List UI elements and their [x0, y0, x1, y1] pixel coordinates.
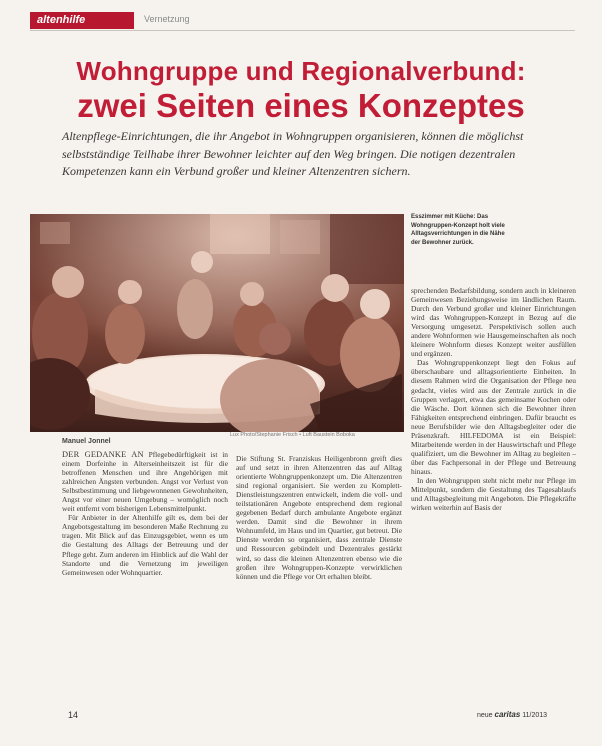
body-paragraph: Das Wohngruppenkonzept liegt den Fokus auf überschaubare und alltagsorientierte Einheiten. In diesem Rahmen wird die Organisation der Pflege neu gedacht, vieles wird aus der Zentrale zurück in die Gruppen verlagert, etwa das gemeinsame Kochen oder die Wäsche. Dort können sich die Bewohner ihren Fähigkeiten entsprechend einbringen. Dafür braucht es neue Berufsbilder wie den Alltagsbegleiter oder die Präsenzkraft. HILFEDOMA ist ein Beispiel: Mitarbeitende werden in der Hauswirtschaft und Pflege qualifiziert, um die Bewohner im Alltag zu begleiten – über das Fachpersonal in der Pflege und Betreuung hinaus. [411, 358, 576, 476]
body-column-1 [62, 450, 228, 577]
magazine-prefix: neue [477, 712, 493, 719]
issue-number: 11/2013 [522, 712, 548, 719]
magazine-name: caritas [494, 710, 521, 719]
lead-paragraph: Altenpflege-Einrichtungen, die ihr Angebot in Wohngruppen organisieren, können die möglichst selbstständige Teilhabe ihrer Bewohner leichter auf den Weg bringen. Die notigen dezentralen Kompetenzen kann ein Verbund großer und kleiner Altenzentren sichern. [62, 129, 524, 178]
section-tag: altenhilfe [30, 12, 134, 29]
page-number: 14 [68, 710, 79, 720]
section-subtitle: Vernetzung [144, 14, 190, 24]
article-photo [30, 214, 404, 432]
author-byline: Manuel Jonnel [62, 438, 111, 445]
headline-line-1: Wohngruppe und Regionalverbund: [76, 56, 526, 86]
body-paragraph: Die Stiftung St. Franziskus Heiligenbronn greift dies auf und setzt in ihren Altenzentren das auf Alltag orientierte Wohngruppenkonzept um. Die Altenzentren sind regional organisiert. Sie werden zu Komplett-Dienstleistungszentren entwickelt, indem die voll- und teilstationären Angebote entsprechend dem regional gegebenen Bedarf durch ambulante Angebote ergänzt werden. Damit sind die Bewohner in ihrem Wohnumfeld, im Haus und im Quartier, gut betreut. Die Dienste werden so organisiert, dass zentrale Dienste und Ressourcen gebündelt und Dezentrales gestärkt wird, so dass die kleinen Altenzentren ebenso wie die großen ihre Wohngruppen-Konzepte verwirklichen können und die Pflege vor Ort erhalten bleibt. [236, 454, 402, 581]
magazine-footer [477, 710, 547, 719]
body-column-3 [411, 286, 576, 512]
body-paragraph: sprechenden Bedarfsbildung, sondern auch in kleineren Gemeinwesen Beziehungsweise im ländlichen Raum. Durch den Verbund großer und kleiner Einrichtungen wird das Wohngruppen-Konzept in Bezug auf die Versorgung umgesetzt. Perspektivisch sollen auch andere Wohnformen wie Hausgemeinschaften als noch kleinere Wohnform dieses Konzept weiter ausfüllen und ergänzen. [411, 286, 576, 359]
body-paragraph: In den Wohngruppen steht nicht mehr nur Pflege im Mittelpunkt, sondern die Gestaltung des Tagesablaufs und Alltagsbegleitung mit Angeboten. Die Pflegekräfte wirken weiterhin auf Basis der [411, 475, 576, 513]
photo-caption: Esszimmer mit Küche: Das Wohngruppen-Konzept holt viele Alltagsverrichtungen in die Nähe der Bewohner zurück. [411, 214, 505, 246]
header-divider [30, 30, 575, 31]
headline-line-2: zwei Seiten eines Konzeptes [77, 87, 525, 124]
body-column-2 [236, 454, 402, 581]
paragraph-text: Pflegebedürftigkeit ist in einem Dorfeinhe in Alterseinheitszeit ist für die betroffenen Menschen und ihre Angehörigen mit zahlreichen Ängsten verbunden. Angst vor Verlust von Selbstbestimmung und liebgewonnenen Gewohnheiten, Angst vor einer neuen Umgebung – womöglich noch weit entfernt vom bisherigen Lebensmittelpunkt. [62, 450, 228, 514]
lead-in-caps: DER GEDANKE AN [62, 450, 144, 459]
body-paragraph [62, 450, 228, 513]
photo-credit: Lux Photo/Stephanie Frisch • Luft Baustein Boboka [230, 432, 355, 438]
body-paragraph: Für Anbieter in der Altenhilfe gilt es, dem bei der Angebotsgestaltung im besonderen Maße Rechnung zu tragen. Mit Blick auf das Einzugsgebiet, wenn es um die Gestaltung des Alltags der Betreuung und der Pflege geht. Zum anderen im Hinblick auf die Wahl der Standorte und die Vernetzung im jeweiligen Gemeinwesen oder Wohnquartier. [62, 513, 228, 577]
